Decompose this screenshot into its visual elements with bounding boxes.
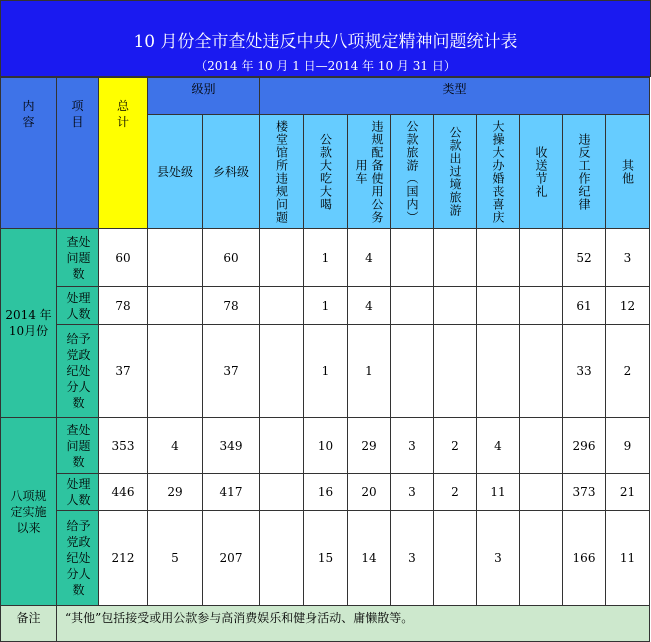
table-cell: 4 xyxy=(347,286,391,325)
row-item: 查处问题数 xyxy=(56,417,99,474)
table-cell: 20 xyxy=(347,473,391,511)
table-cell: 207 xyxy=(202,510,260,606)
header-type-col: 其他 xyxy=(605,114,650,229)
row-item: 查处问题数 xyxy=(56,228,99,287)
table-subtitle: （2014 年 10 月 1 日—2014 年 10 月 31 日） xyxy=(195,58,456,73)
table-cell xyxy=(147,228,203,287)
header-level-col: 乡科级 xyxy=(202,114,260,229)
group-label: 2014 年 10月份 xyxy=(0,228,57,418)
table-cell xyxy=(476,228,520,287)
table-cell: 166 xyxy=(562,510,606,606)
header-level: 级别 xyxy=(147,77,260,115)
note-label: 备注 xyxy=(0,605,57,642)
table-cell: 1 xyxy=(303,228,348,287)
table-cell xyxy=(259,286,304,325)
table-cell: 3 xyxy=(605,228,650,287)
table-cell: 3 xyxy=(390,417,434,474)
table-cell: 2 xyxy=(605,324,650,418)
table-cell xyxy=(476,324,520,418)
table-cell: 52 xyxy=(562,228,606,287)
table-cell xyxy=(259,417,304,474)
table-cell: 3 xyxy=(390,510,434,606)
table-cell: 10 xyxy=(303,417,348,474)
table-cell xyxy=(519,510,563,606)
table-cell: 2 xyxy=(433,417,477,474)
header-total: 总计 xyxy=(98,77,148,229)
table-cell: 1 xyxy=(303,324,348,418)
table-cell: 5 xyxy=(147,510,203,606)
table-cell: 4 xyxy=(347,228,391,287)
table-cell xyxy=(519,286,563,325)
table-cell: 212 xyxy=(98,510,148,606)
table-cell xyxy=(147,324,203,418)
table-cell xyxy=(519,228,563,287)
table-cell xyxy=(433,324,477,418)
table-cell: 33 xyxy=(562,324,606,418)
table-cell: 37 xyxy=(202,324,260,418)
table-cell xyxy=(519,417,563,474)
table-cell xyxy=(259,510,304,606)
header-level-col: 县处级 xyxy=(147,114,203,229)
table-cell xyxy=(259,228,304,287)
table-cell: 373 xyxy=(562,473,606,511)
table-cell: 14 xyxy=(347,510,391,606)
table-cell xyxy=(519,473,563,511)
table-cell: 11 xyxy=(605,510,650,606)
table-cell: 37 xyxy=(98,324,148,418)
header-type-col: 违反工作纪律 xyxy=(562,114,606,229)
table-cell: 4 xyxy=(147,417,203,474)
header-type-col: 违规配备使用公务用车 xyxy=(347,114,391,229)
table-cell: 296 xyxy=(562,417,606,474)
table-cell: 60 xyxy=(98,228,148,287)
table-cell xyxy=(476,286,520,325)
table-cell: 12 xyxy=(605,286,650,325)
table-cell: 29 xyxy=(347,417,391,474)
table-cell: 3 xyxy=(390,473,434,511)
table-cell xyxy=(259,324,304,418)
table-cell: 1 xyxy=(303,286,348,325)
table-cell xyxy=(433,286,477,325)
header-content: 内容 xyxy=(0,77,57,229)
row-item: 给予党政纪处分人数 xyxy=(56,510,99,606)
table-cell: 4 xyxy=(476,417,520,474)
table-cell xyxy=(519,324,563,418)
table-cell: 2 xyxy=(433,473,477,511)
table-cell: 21 xyxy=(605,473,650,511)
note-text: “其他”包括接受或用公款参与高消费娱乐和健身活动、庸懒散等。 xyxy=(56,605,650,642)
table-cell xyxy=(390,228,434,287)
table-cell: 16 xyxy=(303,473,348,511)
table-cell xyxy=(147,286,203,325)
row-item: 给予党政纪处分人数 xyxy=(56,324,99,418)
table-cell: 15 xyxy=(303,510,348,606)
table-cell: 353 xyxy=(98,417,148,474)
table-cell: 78 xyxy=(202,286,260,325)
row-item: 处理人数 xyxy=(56,286,99,325)
table-cell xyxy=(390,324,434,418)
table-cell: 446 xyxy=(98,473,148,511)
table-cell: 9 xyxy=(605,417,650,474)
table-cell: 3 xyxy=(476,510,520,606)
table-cell: 349 xyxy=(202,417,260,474)
table-cell xyxy=(433,510,477,606)
table-cell xyxy=(433,228,477,287)
table-cell: 60 xyxy=(202,228,260,287)
header-type-col: 公款大吃大喝 xyxy=(303,114,348,229)
table-cell: 29 xyxy=(147,473,203,511)
table-cell: 11 xyxy=(476,473,520,511)
table-cell: 61 xyxy=(562,286,606,325)
row-item: 处理人数 xyxy=(56,473,99,511)
header-type-col: 楼堂馆所违规问题 xyxy=(259,114,304,229)
header-type-col: 公款出过境旅游 xyxy=(433,114,477,229)
header-type-col: 收送节礼 xyxy=(519,114,563,229)
header-item: 项目 xyxy=(56,77,99,229)
group-label: 八项规定实施以来 xyxy=(0,417,57,606)
table-cell: 417 xyxy=(202,473,260,511)
table-cell: 1 xyxy=(347,324,391,418)
table-cell xyxy=(390,286,434,325)
header-type-col: 大操大办婚丧喜庆 xyxy=(476,114,520,229)
header-type-col: 公款旅游（国内） xyxy=(390,114,434,229)
table-cell xyxy=(259,473,304,511)
table-title: 10 月份全市查处违反中央八项规定精神问题统计表 xyxy=(133,31,518,52)
header-type: 类型 xyxy=(259,77,650,115)
table-cell: 78 xyxy=(98,286,148,325)
